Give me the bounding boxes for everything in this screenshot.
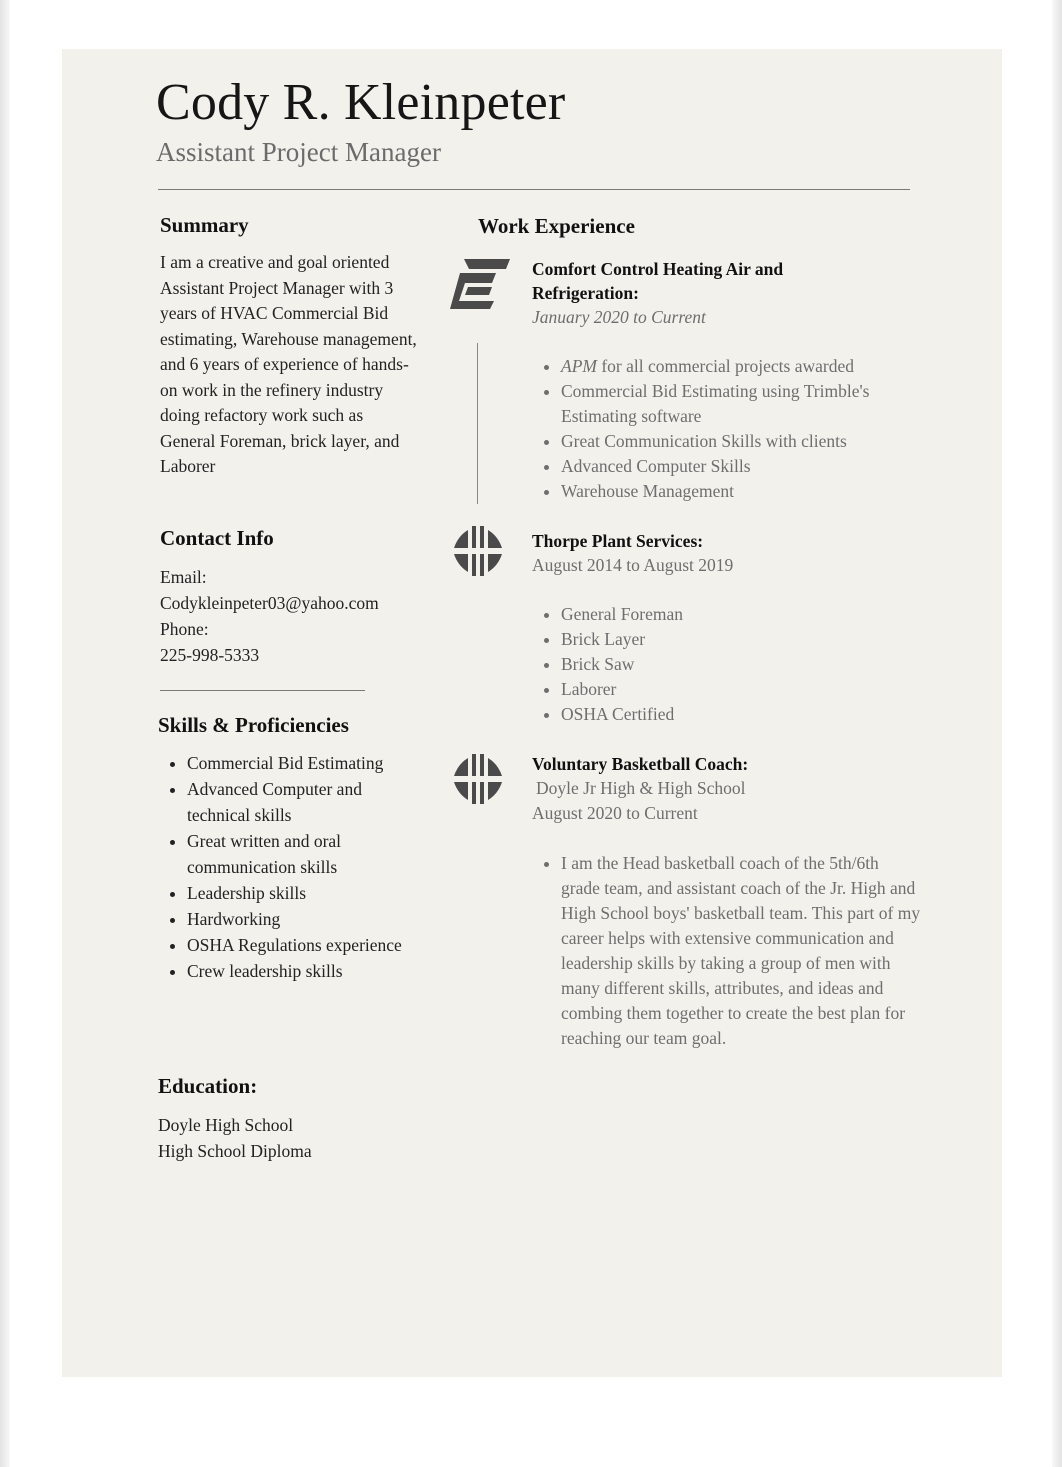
job-organization: Doyle Jr High & High School (536, 778, 746, 798)
job-dates: August 2014 to August 2019 (532, 555, 734, 575)
skill-item: • Leadership skills (187, 880, 427, 906)
duty-item: • Laborer (561, 677, 921, 702)
building-logo-icon (451, 752, 505, 806)
duty-item: • Brick Saw (561, 652, 921, 677)
skill-item: • Advanced Computer and technical skills (187, 776, 427, 828)
education-degree: High School Diploma (158, 1141, 312, 1161)
job-company: Voluntary Basketball Coach: (532, 754, 749, 774)
duty-item (561, 354, 921, 379)
skill-item: • Hardworking (187, 906, 427, 932)
duty-item: • I am the Head basketball coach of the 5th/6th grade team, and assistant coach of the Jr. High and High School boys' basketball team. This part of my career helps with extensive communication and leadership skills by taking a group of men with many different skills, attributes, and ideas and combing them together to create the best plan for reaching our team goal. (561, 851, 921, 1051)
candidate-name: Cody R. Kleinpeter (156, 74, 566, 131)
job-company: Thorpe Plant Services: (532, 531, 704, 551)
duty-emphasis: APM (561, 356, 597, 376)
duty-item: • OSHA Certified (561, 702, 921, 727)
duty-item: • General Foreman (561, 602, 921, 627)
job-duties-list (532, 602, 921, 727)
skill-item: • Commercial Bid Estimating (187, 750, 427, 776)
phone-label: Phone: (160, 619, 209, 639)
education-school: Doyle High School (158, 1115, 294, 1135)
candidate-title: Assistant Project Manager (156, 137, 441, 167)
job-duties-list (532, 354, 921, 504)
duty-item: • Commercial Bid Estimating using Trimble's Estimating software (561, 379, 921, 429)
duty-item: • Advanced Computer Skills (561, 454, 921, 479)
contact-heading: Contact Info (160, 526, 274, 550)
duty-item: • Brick Layer (561, 627, 921, 652)
phone-value[interactable]: 225-998-5333 (160, 645, 260, 665)
duty-text: for all commercial projects awarded (596, 356, 854, 376)
email-value[interactable]: Codykleinpeter03@yahoo.com (160, 593, 379, 613)
email-label: Email: (160, 567, 207, 587)
job-company: Comfort Control Heating Air and Refrigeration: (532, 259, 784, 303)
education-info (158, 1112, 312, 1164)
building-logo-icon (451, 524, 505, 578)
skills-heading: Skills & Proficiencies (158, 713, 349, 737)
job-dates: January 2020 to Current (532, 307, 706, 327)
page-shadow-right (1052, 0, 1062, 1467)
page-shadow-left (0, 0, 10, 1467)
job-duties-list (532, 851, 921, 1051)
duty-item: • Warehouse Management (561, 479, 921, 504)
summary-text: I am a creative and goal oriented Assistant Project Manager with 3 years of HVAC Commercial Bid estimating, Warehouse management, and 6 years of experience of hands-on work in the refinery industry doing refactory work such as General Foreman, brick layer, and Laborer (160, 252, 417, 476)
work-experience-heading: Work Experience (478, 214, 635, 238)
skill-item: • OSHA Regulations experience (187, 932, 427, 958)
header-divider (158, 189, 910, 190)
skill-item: • Great written and oral communication skills (187, 828, 427, 880)
skill-item: • Crew leadership skills (187, 958, 427, 984)
contact-info (160, 564, 440, 668)
skills-list (158, 750, 427, 984)
summary-heading: Summary (160, 213, 249, 237)
duty-item: • Great Communication Skills with clients (561, 429, 921, 454)
contact-divider (160, 690, 365, 691)
education-heading: Education: (158, 1074, 258, 1098)
job-dates: August 2020 to Current (532, 803, 698, 823)
resume-page (62, 49, 1002, 1377)
timeline-line (477, 343, 478, 504)
company-logo-icon (448, 257, 510, 309)
